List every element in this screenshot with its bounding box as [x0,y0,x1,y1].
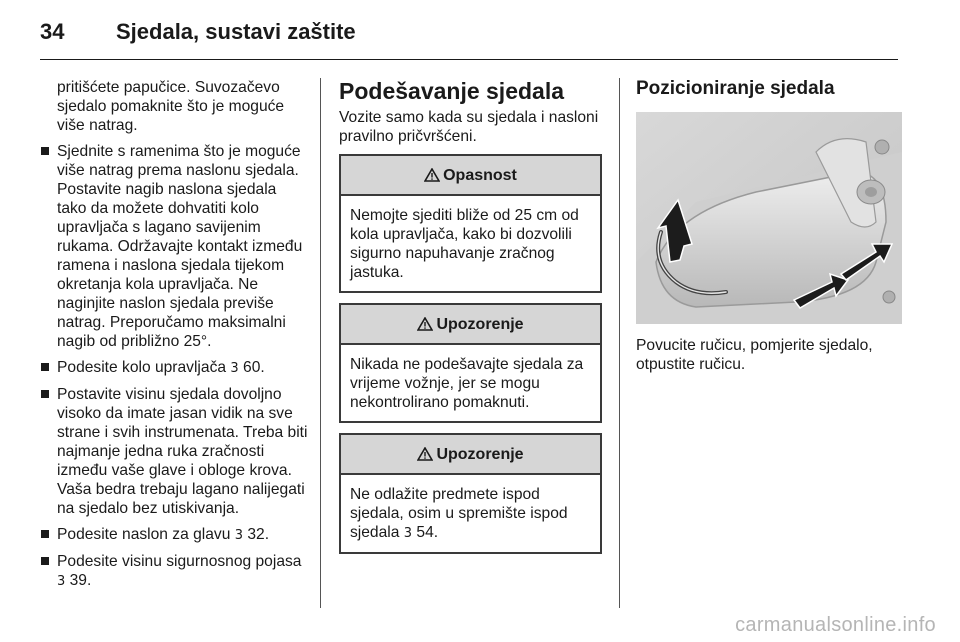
intro-paragraph: Vozite samo kada su sjedala i nasloni pravilno pričvršćeni. [339,109,599,145]
cross-reference-page: 60. [243,359,265,376]
cross-reference-page: 32. [247,526,270,543]
warning-notice [339,433,602,554]
column-left [40,78,308,598]
cross-reference-page: 54. [416,524,439,541]
notice-label: Upozorenje [436,445,524,463]
notice-text: Nikada ne podešavajte sjedala za vrijeme vožnje, jer se mogu nekontrolirano pomaknuti. [350,356,584,411]
notice-text: Ne odlažite predmete ispod sjedala, osim u spremište ispod sjedala [350,486,568,541]
header-rule [40,59,898,60]
list-item-text: Sjednite s ramenima što je moguće više natrag prema naslonu sjedala. Postavite nagib naslona sjedala tako da možete dohvatiti kolo upravljača s lagano savijenim rukama. Održavajte kontakt između ramena i naslona sjedala tijekom okretanja kola upravljača. Ne naginjite naslon sjedala previše natrag. Preporučamo maksimalni nagib od približno 25°. [57,143,303,350]
page-header-title: Sjedala, sustavi zaštite [116,19,356,44]
warning-triangle-icon [424,168,440,182]
notice-label: Opasnost [443,166,517,184]
notice-header [341,435,600,475]
bullet-square-icon [41,557,49,565]
notice-header [341,156,600,196]
list-item [40,552,308,591]
list-item-text: Podesite kolo upravljača [57,359,227,376]
section-title: Pozicioniranje sjedala [636,78,835,99]
figure-caption: Povucite ručicu, pomjerite sjedalo, otpustite ručicu. [636,337,873,373]
cross-reference-icon: 3 [230,361,239,376]
bullet-square-icon [41,530,49,538]
section-title: Podešavanje sjedala [339,78,565,104]
list-item [40,525,308,545]
list-item [40,385,308,518]
bullet-square-icon [41,147,49,155]
list-item-text: Podesite visinu sigurnosnog pojasa [57,553,302,570]
continued-paragraph: pritišćete papučice. Suvozačevo sjedalo pomaknite što je moguće više natrag. [57,79,285,134]
page-number: 34 [40,19,65,44]
cross-reference-icon: 3 [234,528,244,543]
danger-notice [339,154,602,293]
notice-text-container [341,475,600,552]
warning-notice [339,303,602,423]
notice-text: Nemojte sjediti bliže od 25 cm od kola upravljača, kako bi dozvolili sigurno napuhavanje zračnog jastuka. [350,207,579,281]
column-right [636,78,902,374]
column-middle [339,78,602,564]
notice-label: Upozorenje [436,315,524,333]
list-item-text: Podesite naslon za glavu [57,526,231,543]
list-item [40,358,308,378]
seat-adjustment-illustration [636,112,902,324]
bullet-square-icon [41,363,49,371]
watermark: carmanualsonline.info [735,614,936,636]
column-divider [619,78,620,608]
list-item [40,142,308,351]
warning-triangle-icon [417,317,433,331]
list-item-text: Postavite visinu sjedala dovoljno visoko da imate jasan vidik na sve strane i svih instrumenata. Treba biti najmanje jedna ruka zračnosti između vaše glave i obloge krova. Vaša bedra trebaju lagano nalijegati na sjedalo bez utiskivanja. [57,386,308,517]
cross-reference-page: 39. [69,572,92,589]
bullet-square-icon [41,390,49,398]
bullet-list [40,142,308,591]
cross-reference-icon: 3 [57,574,66,589]
cross-reference-icon: 3 [403,526,413,541]
column-divider [320,78,321,608]
warning-triangle-icon [417,447,433,461]
notice-header [341,305,600,345]
